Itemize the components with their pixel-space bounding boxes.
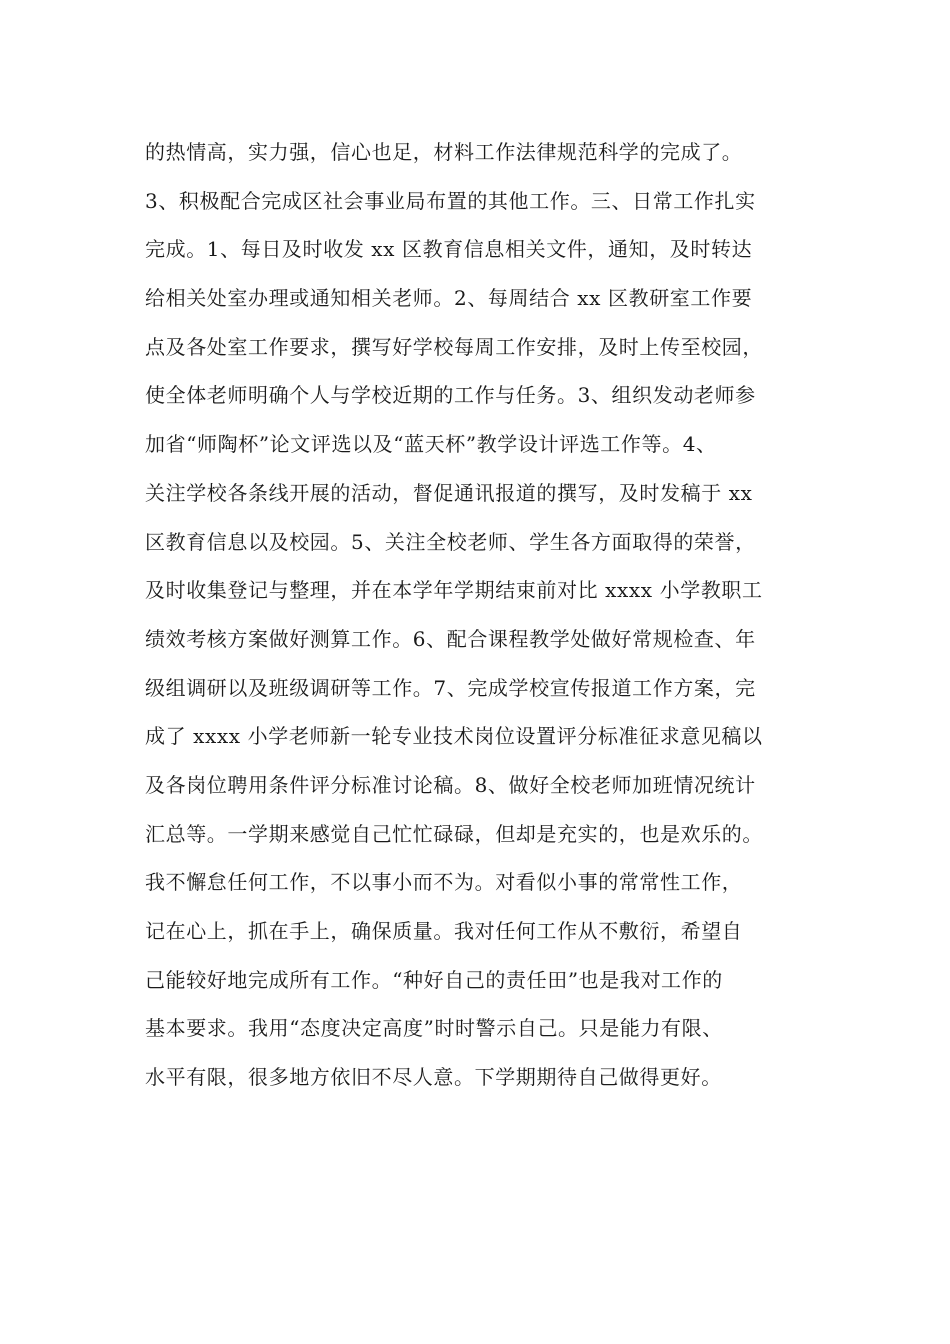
text-line: 及各岗位聘用条件评分标准讨论稿。8、做好全校老师加班情况统计 bbox=[145, 772, 756, 797]
text-line: 及时收集登记与整理，并在本学年学期结束前对比 xxxx 小学教职工 bbox=[145, 578, 763, 603]
text-line: 汇总等。一学期来感觉自己忙忙碌碌，但却是充实的，也是欢乐的。 bbox=[145, 821, 763, 846]
text-line: 给相关处室办理或通知相关老师。2、每周结合 xx 区教研室工作要 bbox=[145, 286, 753, 311]
text-line: 级组调研以及班级调研等工作。7、完成学校宣传报道工作方案，完 bbox=[145, 675, 756, 700]
text-line: 3、积极配合完成区社会事业局布置的其他工作。三、日常工作扎实 bbox=[145, 188, 756, 213]
text-line: 我不懈怠任何工作，不以事小而不为。对看似小事的常常性工作， bbox=[145, 870, 743, 895]
text-line: 的热情高，实力强，信心也足，材料工作法律规范科学的完成了。 bbox=[145, 140, 743, 164]
text-line: 使全体老师明确个人与学校近期的工作与任务。3、组织发动老师参 bbox=[145, 383, 756, 408]
text-line: 区教育信息以及校园。5、关注全校老师、学生各方面取得的荣誉， bbox=[145, 529, 756, 554]
text-line: 水平有限，很多地方依旧不尽人意。下学期期待自己做得更好。 bbox=[145, 1065, 722, 1090]
text-line: 记在心上，抓在手上，确保质量。我对任何工作从不敷衍，希望自 bbox=[145, 919, 743, 943]
text-line: 关注学校各条线开展的活动，督促通讯报道的撰写，及时发稿于 xx bbox=[145, 480, 753, 505]
text-line: 加省“师陶杯”论文评选以及“蓝天杯”教学设计评选工作等。4、 bbox=[145, 432, 717, 457]
text-line: 成了 xxxx 小学老师新一轮专业技术岗位设置评分标准征求意见稿以 bbox=[145, 724, 763, 749]
body-text bbox=[145, 128, 835, 1102]
text-line: 点及各处室工作要求，撰写好学校每周工作安排，及时上传至校园， bbox=[145, 334, 763, 359]
text-line: 己能较好地完成所有工作。“种好自己的责任田”也是我对工作的 bbox=[145, 967, 723, 992]
text-line: 完成。1、每日及时收发 xx 区教育信息相关文件，通知，及时转达 bbox=[145, 237, 753, 262]
text-line: 绩效考核方案做好测算工作。6、配合课程教学处做好常规检查、年 bbox=[145, 626, 756, 651]
text-line: 基本要求。我用“态度决定高度”时时警示自己。只是能力有限、 bbox=[145, 1016, 723, 1041]
